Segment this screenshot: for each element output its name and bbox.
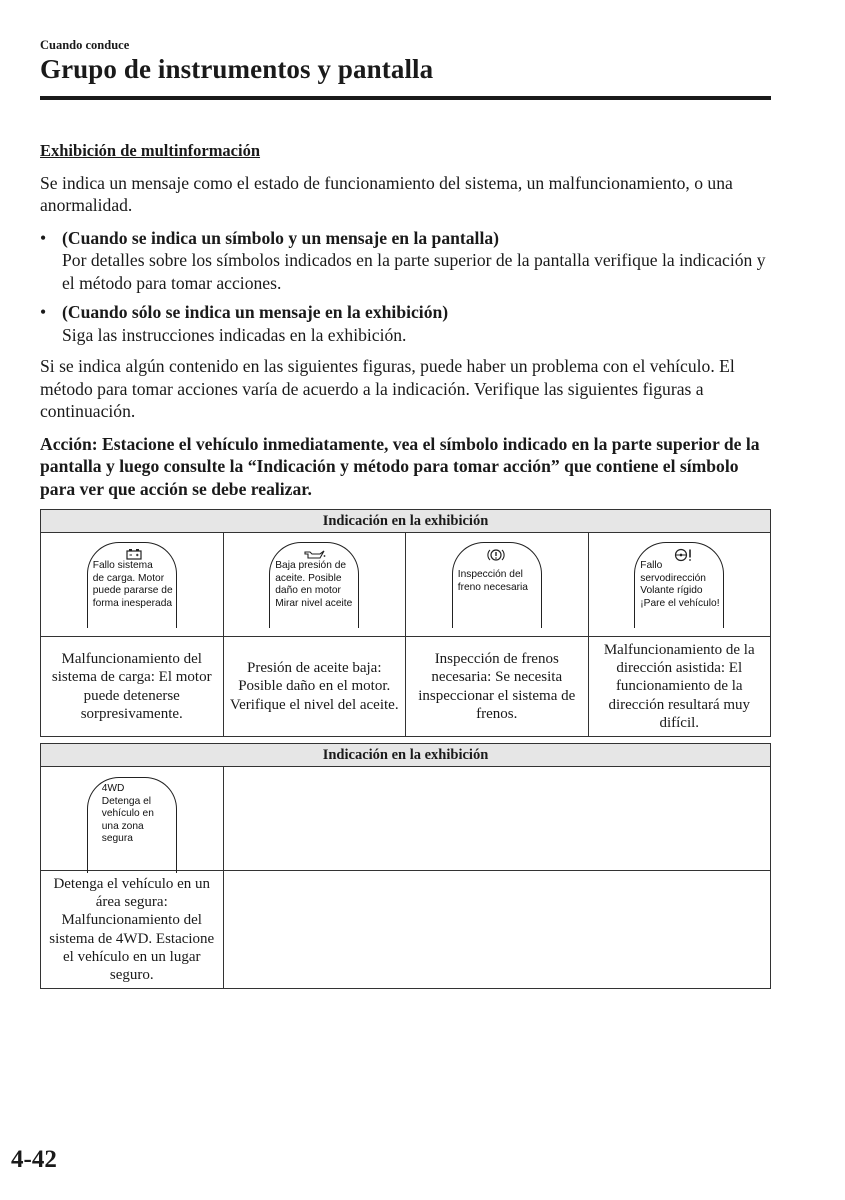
indication-description: Malfuncionamiento de la dirección asistida: El funcionamiento de la dirección resultará muy difícil. (588, 637, 771, 737)
indication-description: Inspección de frenos necesaria: Se necesita inspeccionar el sistema de frenos. (406, 637, 589, 737)
title-rule (40, 96, 771, 100)
indication-description: Malfuncionamiento del sistema de carga: El motor puede detenerse sorpresivamente. (41, 637, 224, 737)
display-screen (87, 777, 177, 873)
action-paragraph: Acción: Estacione el vehículo inmediatamente, vea el símbolo indicado en la parte superior de la pantalla y luego consulte la “Indicación y método para tomar acción” que contiene el símbolo para ver que acción se debe realizar. (40, 433, 760, 499)
display-figure-cell (41, 767, 224, 871)
bullet-text: Siga las instrucciones indicadas en la exhibición. (62, 324, 407, 345)
page-title: Grupo de instrumentos y pantalla (40, 54, 434, 84)
display-message: Inspección del freno necesaria (457, 569, 528, 593)
indication-table-2 (40, 743, 771, 989)
table-header: Indicación en la exhibición (41, 510, 771, 533)
bullet-marker: • (40, 227, 47, 248)
display-figure-cell (223, 533, 406, 637)
brake-warning-icon (487, 548, 505, 564)
display-figure-cell (406, 533, 589, 637)
page-number: 4-42 (11, 1146, 57, 1173)
display-message: Fallo servodirección Volante rígido ¡Pare el vehículo! (640, 560, 720, 609)
display-screen (87, 542, 177, 628)
display-figure-cell (588, 533, 771, 637)
bullet-text: Por detalles sobre los símbolos indicados en la parte superior de la pantalla verifique la indicación y el método para tomar acciones. (62, 250, 766, 293)
display-figure-cell (41, 533, 224, 637)
display-screen (452, 542, 542, 628)
table-header: Indicación en la exhibición (41, 744, 771, 767)
bullet-title: (Cuando sólo se indica un mensaje en la exhibición) (62, 302, 449, 322)
bullet-marker: • (40, 302, 47, 322)
section-label: Cuando conduce (40, 38, 130, 52)
indication-table-1 (40, 509, 771, 737)
empty-cell (223, 871, 771, 989)
subheading: Exhibición de multinformación (40, 141, 261, 160)
empty-cell (223, 767, 771, 871)
display-message: Fallo sistema de carga. Motor puede pararse de forma inesperada (92, 560, 173, 609)
bullet-list (40, 227, 772, 347)
bullet-item (40, 301, 772, 346)
indication-description: Detenga el vehículo en un área segura: Malfuncionamiento del sistema de 4WD. Estacione el vehículo en un lugar seguro. (41, 871, 224, 989)
bullet-title: (Cuando se indica un símbolo y un mensaje en la pantalla) (62, 227, 499, 248)
display-message: 4WD Detenga el vehículo en una zona segura (101, 783, 154, 845)
body-paragraph: Si se indica algún contenido en las siguientes figuras, puede haber un problema con el vehículo. El método para tomar acciones varía de acuerdo a la indicación. Verifique las siguientes figuras a continuación. (40, 356, 735, 421)
indication-description: Presión de aceite baja: Posible daño en el motor. Verifique el nivel del aceite. (223, 637, 406, 737)
display-screen (634, 542, 724, 628)
content-body (40, 140, 772, 500)
bullet-item (40, 227, 772, 295)
display-screen (269, 542, 359, 628)
display-message: Baja presión de aceite. Posible daño en motor Mirar nivel aceite (275, 560, 353, 609)
intro-paragraph: Se indica un mensaje como el estado de funcionamiento del sistema, un malfuncionamiento, o una anormalidad. (40, 172, 733, 215)
